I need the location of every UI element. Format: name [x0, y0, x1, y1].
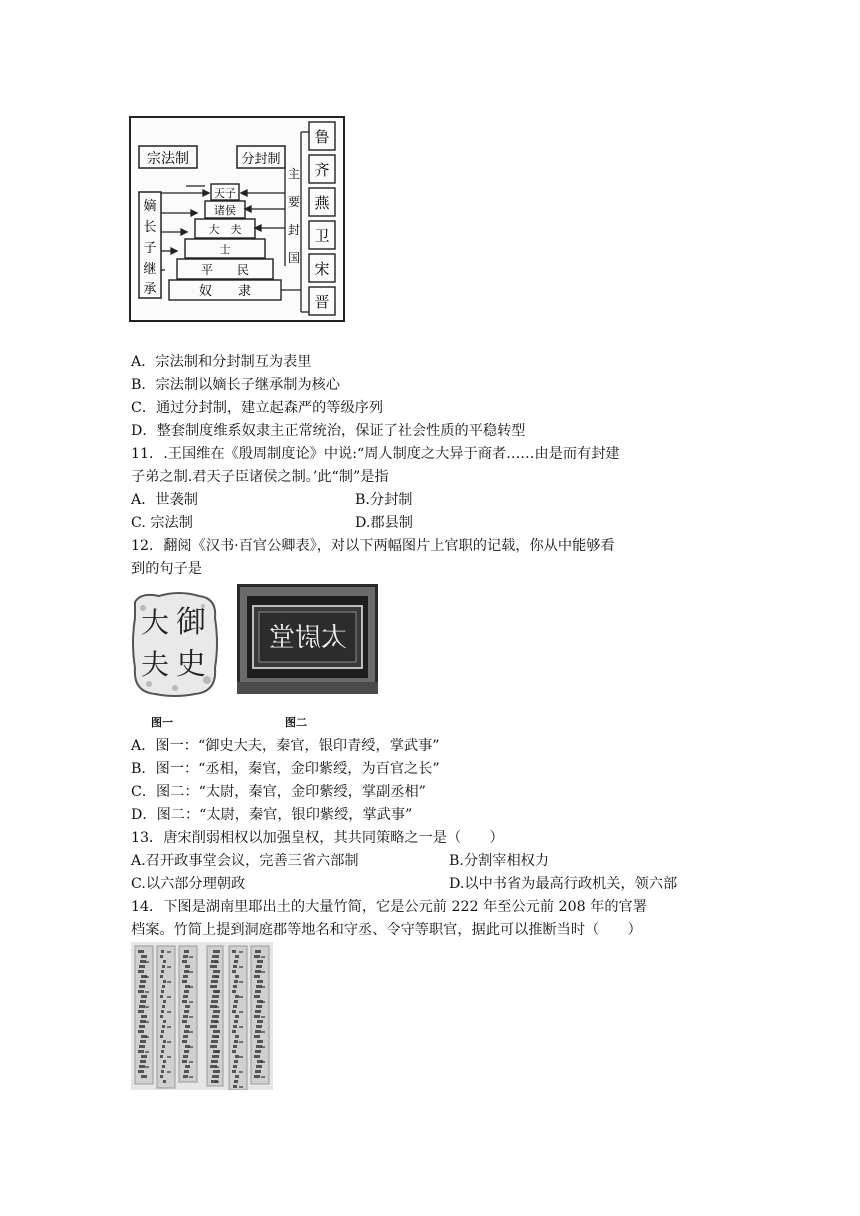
pyramid-dafu: 大 夫	[208, 223, 242, 236]
pyramid-zhuhou: 诸侯	[214, 204, 236, 217]
state-song: 宋	[314, 260, 330, 278]
q13-option-a: A.召开政事堂会议，完善三省六部制	[131, 853, 359, 869]
fenfeng-vertical-char: 要	[287, 195, 301, 209]
q13-stem: 13．唐宋削弱相权以加强皇权，其共同策略之一是（ ）	[131, 830, 504, 846]
bamboo-slip	[157, 946, 175, 1088]
q14-stem-line1: 14．下图是湖南里耶出土的大量竹简，它是公元前 222 年至公元前 208 年的官署	[131, 899, 647, 915]
q11-option-c: C. 宗法制	[131, 515, 193, 531]
state-jin: 晋	[314, 293, 330, 311]
q11-stem-line2: 子弟之制.君天子臣诸侯之制。’此“制”是指	[131, 469, 389, 485]
pyramid-nuli: 奴 隶	[198, 284, 252, 299]
seal-image	[129, 588, 221, 700]
dizhang-char: 长	[143, 220, 157, 235]
state-qi: 齐	[314, 161, 330, 179]
q10-option-b: B．宗法制以嫡长子继承制为核心	[131, 377, 341, 393]
fenfeng-label: 分封制	[241, 152, 281, 167]
figure-caption-1: 图一	[151, 716, 173, 729]
zongfa-fenfeng-diagram	[129, 116, 345, 322]
q13-option-b: B.分割宰相权力	[449, 853, 550, 869]
bamboo-slips-image	[131, 942, 273, 1090]
figure-caption-2: 图二	[285, 716, 307, 729]
q11-stem-line1: 11．.王国维在《殷周制度论》中说:“周人制度之大异于商者……由是而有封建	[131, 446, 620, 462]
q10-option-d: D．整套制度维系奴隶主正常统治，保证了社会性质的平稳转型	[131, 423, 526, 439]
pyramid-shi: 士	[219, 243, 231, 256]
q12-stem-line2: 到的句子是	[131, 561, 202, 577]
seal-char: 夫	[140, 648, 170, 681]
q13-option-c: C.以六部分理朝政	[131, 876, 246, 892]
dizhang-char: 承	[143, 282, 157, 297]
seal-char: 大	[140, 606, 170, 639]
plaque-image	[237, 584, 378, 694]
plaque-text: 太尉堂	[268, 623, 348, 653]
q12-option-d: D．图二：“太尉，秦官，银印紫绶，掌武事”	[131, 807, 413, 823]
pyramid-pingmin: 平 民	[200, 263, 250, 277]
state-yan: 燕	[314, 194, 330, 212]
q11-option-d: D.郡县制	[355, 515, 413, 531]
q10-option-c: C．通过分封制，建立起森严的等级序列	[131, 400, 384, 416]
q10-option-a: A．宗法制和分封制互为表里	[131, 354, 312, 370]
seal-char: 史	[176, 647, 206, 682]
q11-option-a: A．世袭制	[131, 492, 198, 508]
q12-option-b: B．图一：“丞相，秦官，金印紫绶，为百官之长”	[131, 761, 440, 777]
q14-stem-line2: 档案。竹简上提到洞庭郡等地名和守丞、令守等职官，据此可以推断当时（ ）	[131, 922, 642, 938]
dizhang-char: 子	[143, 241, 157, 256]
q13-option-d: D.以中书省为最高行政机关，领六部	[449, 876, 678, 892]
pyramid-tianzi: 天子	[214, 187, 236, 200]
fenfeng-vertical-char: 主	[287, 167, 301, 181]
seal-char: 御	[176, 605, 206, 640]
dizhang-char: 嫡	[143, 199, 157, 214]
q12-option-c: C．图二：“太尉，秦官，金印紫绶，掌副丞相”	[131, 784, 426, 800]
q12-stem-line1: 12．翻阅《汉书·百官公卿表》，对以下两幅图片上官职的记载，你从中能够看	[131, 538, 615, 554]
q12-option-a: A．图一：“御史大夫，秦官，银印青绶，掌武事”	[131, 738, 440, 754]
state-wei: 卫	[314, 227, 330, 245]
fenfeng-vertical-char: 封	[287, 223, 301, 237]
state-lu: 鲁	[314, 128, 330, 146]
fenfeng-vertical-char: 国	[287, 251, 301, 265]
q11-option-b: B.分封制	[355, 492, 413, 508]
dizhang-char: 继	[143, 262, 157, 277]
zongfa-label: 宗法制	[147, 151, 189, 167]
